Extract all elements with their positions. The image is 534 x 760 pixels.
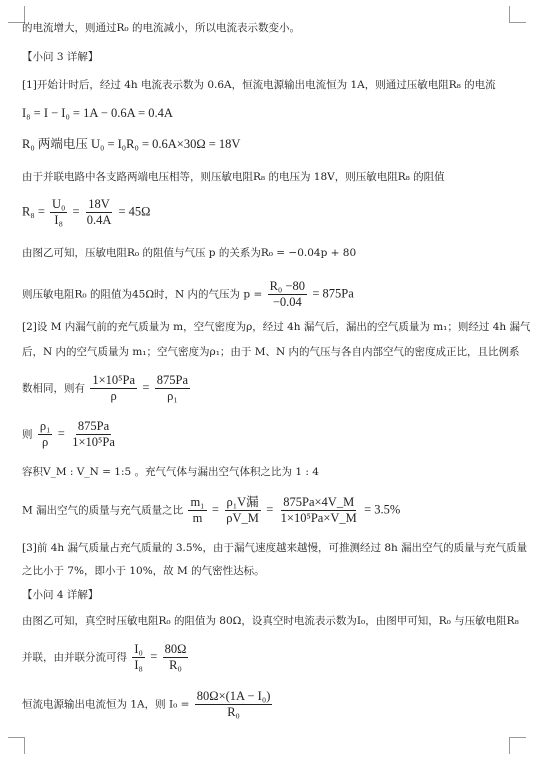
denominator: ρ [42, 435, 49, 449]
denominator: ρ₁ [167, 389, 178, 403]
eq-text: 数相同，则有 [22, 382, 85, 395]
fraction [195, 690, 273, 719]
fraction [50, 198, 67, 227]
numerator: 875Pa [77, 419, 110, 433]
numerator: m₁ [190, 495, 205, 509]
equation-current [22, 690, 516, 719]
equation: R₀ 两端电压 U₀ = I₀R₀ = 0.6A×30Ω = 18V [22, 137, 241, 151]
numerator: I₀ [134, 642, 143, 656]
denominator: I₈ [54, 213, 63, 227]
numerator: R₀ −80 [269, 279, 305, 293]
denominator: R₀ [169, 658, 182, 672]
eq-text: = [142, 380, 150, 395]
equation-density [22, 420, 516, 449]
eq-text: 则 [22, 428, 33, 441]
numerator: 875Pa×4V_M [283, 495, 355, 509]
denominator: ρV_M [226, 511, 259, 525]
eq-text: = [57, 426, 65, 441]
numerator: 18V [88, 197, 110, 211]
numerator: 80Ω [164, 642, 187, 656]
equation-current-divider [22, 643, 516, 672]
eq-text: 恒流电源输出电流恒为 1A，则 I₀ = [22, 698, 190, 711]
crop-mark-bottom-left [8, 737, 25, 754]
denominator: ρ [110, 389, 117, 403]
eq-text: 则压敏电阻R₀ 的阻值为45Ω时，N 内的气压为 p = [22, 288, 263, 301]
denominator: R₀ [227, 705, 240, 719]
denominator: m [192, 511, 203, 525]
numerator: U₀ [52, 197, 66, 211]
fraction [188, 496, 206, 525]
eq-text: = [150, 649, 158, 664]
denominator: −0.04 [272, 295, 302, 309]
fraction [268, 280, 307, 309]
eq-text: = 875Pa [312, 286, 354, 301]
text-line: 由图乙可知，压敏电阻R₀ 的阻值与气压 p 的关系为R₀ = −0.04p + 80 [22, 247, 357, 259]
equation-ratio [22, 374, 516, 403]
fraction [163, 643, 189, 672]
eq-text: = 3.5% [364, 502, 401, 517]
text-line: [2]设 M 内漏气前的充气质量为 m，空气密度为ρ，经过 4h 漏气后，漏出的空气质量为 m₁；则经过 4h 漏气 [22, 321, 531, 333]
numerator: 1×10⁵Pa [92, 373, 136, 387]
equation-mass-ratio: M 漏出空气的质量与充气质量之比 $\frac{\text{m₁}}{m}$ = $\frac{\text{ρ₁V漏}}{\rho V\_M}$ = $\frac{875Pa\times 4V\_M}{\text{1×10⁵Pa×V\_M}}$ = 3.5% [22, 495, 401, 525]
denominator: 0.4A [86, 213, 112, 227]
numerator: 80Ω×(1A − I₀) [196, 689, 271, 703]
eq-text: M 漏出空气的质量与充气质量之比 [22, 504, 184, 517]
equation-pressure [22, 280, 516, 309]
numerator: ρ₁ [39, 419, 51, 433]
eq-text: R₈ = [22, 204, 45, 219]
denominator: 1×10⁵Pa [72, 435, 115, 449]
fraction [279, 496, 359, 525]
text-line: [3]前 4h 漏气质量占充气质量的 3.5%，由于漏气速度越来越慢，可推测经过 8h 漏出空气的质量与充气质量 [22, 542, 528, 554]
numerator: ρ₁V漏 [226, 495, 259, 509]
eq-text: = 45Ω [118, 204, 151, 219]
fraction [38, 420, 53, 449]
section-heading: 【小问 3 详解】 [22, 51, 99, 63]
denominator: 1×10⁵Pa×V_M [280, 511, 357, 525]
text-line: 由于并联电路中各支路两端电压相等，则压敏电阻R₈ 的电压为 18V，则压敏电阻R₈ 的阻值 [22, 171, 445, 183]
fraction [224, 496, 261, 525]
fraction [155, 374, 190, 403]
section-heading: 【小问 4 详解】 [22, 589, 99, 601]
fraction [85, 198, 114, 227]
text-line: 之比小于 7%，即小于 10%，故 M 的气密性达标。 [22, 565, 265, 577]
text-line: 由图乙可知，真空时压敏电阻R₀ 的阻值为 80Ω，设真空时电流表示数为I₀，由图甲可知，R₀ 与压敏电阻R₈ [22, 615, 519, 627]
text-line: [1]开始计时后，经过 4h 电流表示数为 0.6A，恒流电源输出电流恒为 1A，则通过压敏电阻R₈ 的电流 [22, 79, 496, 91]
eq-text: 并联，由并联分流可得 [22, 651, 127, 664]
text-line: 的电流增大，则通过R₀ 的电流减小，所以电流表示数变小。 [22, 22, 300, 34]
fraction [132, 643, 145, 672]
fraction [90, 374, 137, 403]
denominator: I₈ [134, 658, 143, 672]
text-line: 容积V_M : V_N = 1:5 。充气气体与漏出空气体积之比为 1 : 4 [22, 466, 319, 478]
crop-mark-bottom-right [509, 737, 526, 754]
equation: I₈ = I − I₀ = 1A − 0.6A = 0.4A [22, 106, 173, 120]
numerator: 875Pa [156, 373, 189, 387]
fraction [70, 420, 117, 449]
text-line: 后，N 内的空气质量为 m₁；空气密度为ρ₁；由于 M、N 内的气压与各自内部空气的密度成正比，且比例系 [22, 346, 520, 358]
equation-resistance: R₈ = $\frac{\text{U₀}}{\text{I₈}}$ = $\frac{18V}{0.4A}$ = 45Ω [22, 197, 151, 227]
